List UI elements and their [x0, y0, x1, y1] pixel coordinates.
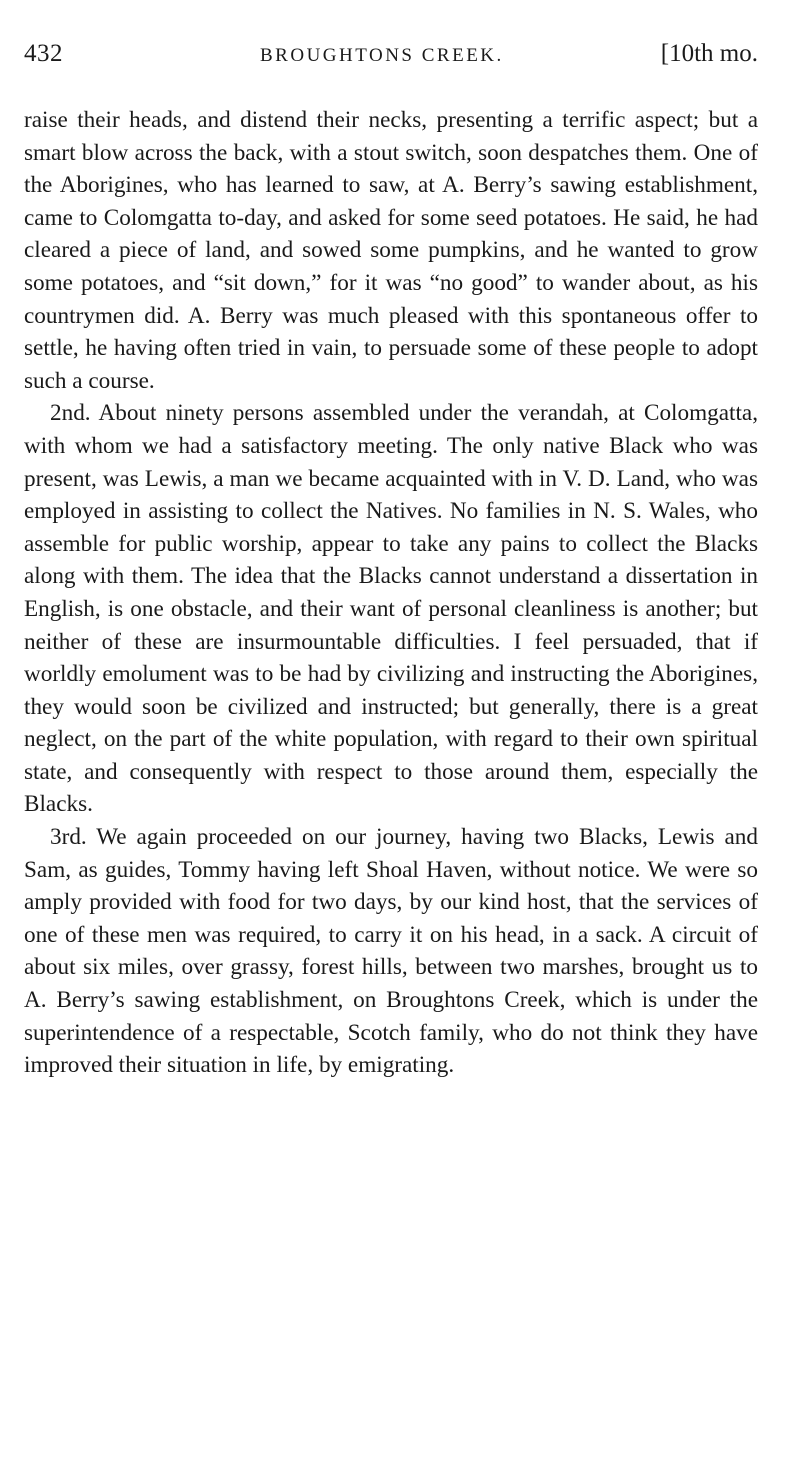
- chapter-title: BROUGHTONS CREEK.: [260, 45, 504, 66]
- page-number: 432: [24, 40, 63, 67]
- paragraph-2nd: 2nd. About ninety persons assembled under the verandah, at Colomgatta, with whom we had a satisfactory meeting. The only native Black who was present, was Lewis, a man we became acquainted with in V. D. Land, who was employed in assisting to collect the Natives. No families in N. S. Wales, who assemble for public worship, appear to take any pains to collect the Blacks along with them. The idea that the Blacks cannot understand a dissertation in English, is one obstacle, and their want of personal cleanliness is another; but neither of these are insurmountable difficulties. I feel persuaded, that if worldly emolument was to be had by civilizing and instructing the Aborigines, they would soon be civilized and instructed; but generally, there is a great neglect, on the part of the white population, with regard to their own spiritual state, and consequently with respect to those around them, especially the Blacks.: [24, 400, 758, 818]
- paragraph-3rd: 3rd. We again proceeded on our journey, having two Blacks, Lewis and Sam, as guides, Tommy having left Shoal Haven, without notice. We were so amply provided with food for two days, by our kind host, that the services of one of these men was required, to carry it on his head, in a sack. A circuit of about six miles, over grassy, forest hills, between two marshes, brought us to A. Berry’s sawing establishment, on Broughtons Creek, which is under the superintendence of a respectable, Scotch family, who do not think they have improved their situation in life, by emigrating.: [24, 824, 758, 1079]
- body-text: [24, 104, 758, 1082]
- running-head: [24, 40, 758, 84]
- book-page: [24, 40, 758, 1082]
- month-marker: [10th mo.: [660, 40, 758, 67]
- paragraph-continuation: raise their heads, and distend their necks, presenting a terrific aspect; but a smart blow across the back, with a stout switch, soon despatches them. One of the Aborigines, who has learned to saw, at A. Berry’s sawing establishment, came to Colomgatta to-day, and asked for some seed potatoes. He said, he had cleared a piece of land, and sowed some pumpkins, and he wanted to grow some potatoes, and “sit down,” for it was “no good” to wander about, as his countrymen did. A. Berry was much pleased with this spontaneous offer to settle, he having often tried in vain, to persuade some of these people to adopt such a course.: [24, 107, 758, 394]
